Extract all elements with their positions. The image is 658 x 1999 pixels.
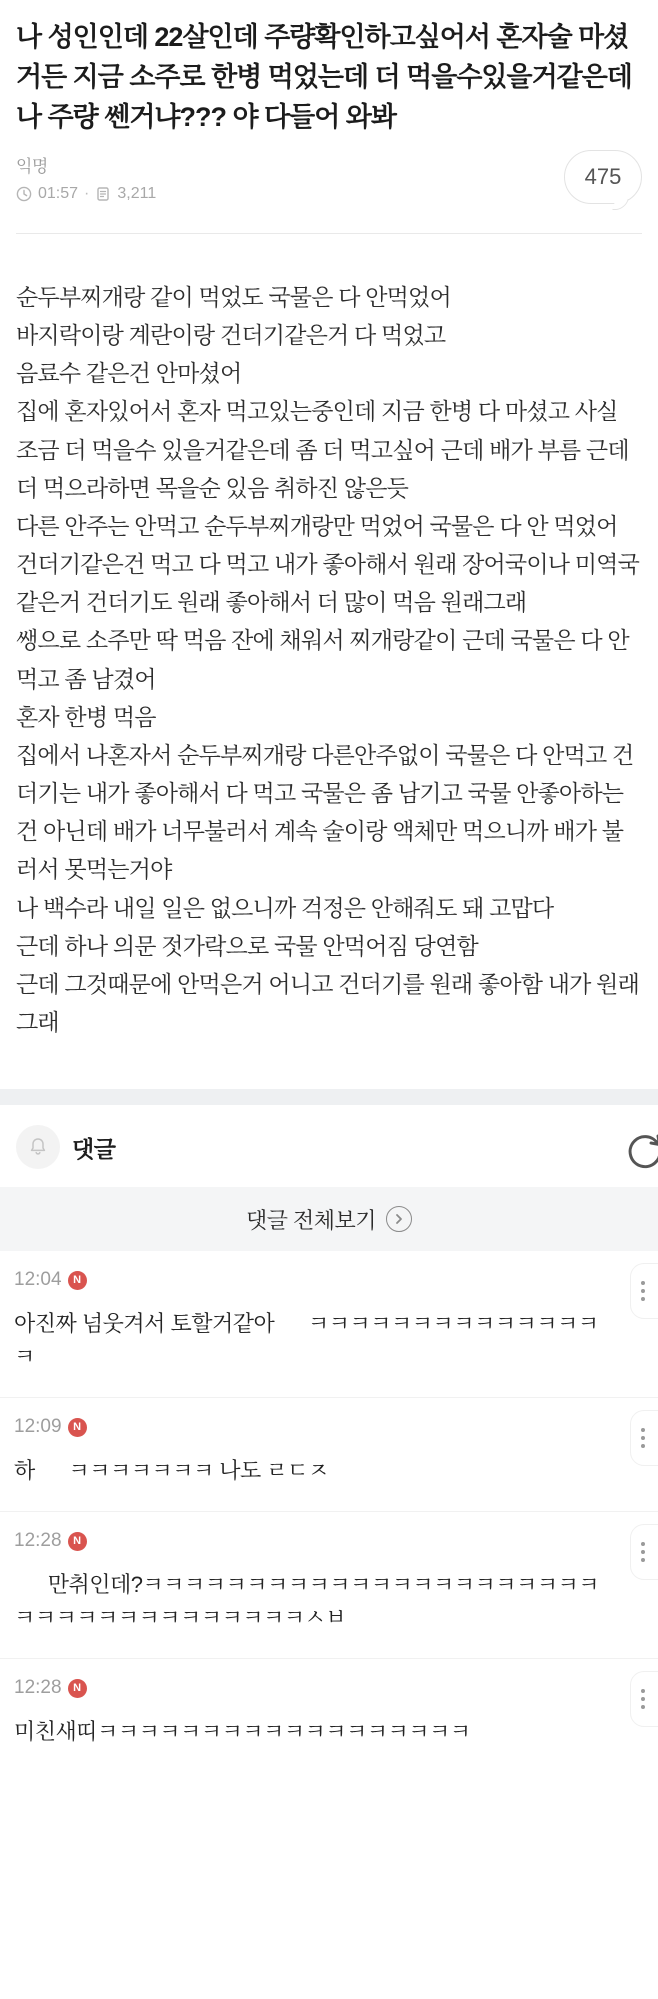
body-line: 집에서 나혼자서 순두부찌개랑 다른안주없이 국물은 다 안먹고 건더기는 내가 좋아해서 다 먹고 국물은 좀 남기고 국물 안좋아하는건 아닌데 배가 너무불러서 계속 술이랑 액체만 먹으니까 배가 불러서 못먹는거야 xyxy=(16,741,634,883)
kebab-icon xyxy=(641,1542,645,1562)
body-line: 바지락이랑 계란이랑 건더기같은거 다 먹었고 xyxy=(16,322,446,349)
comment-time: 12:04 xyxy=(14,1269,62,1291)
chevron-right-icon xyxy=(386,1206,412,1232)
body-line: 순두부찌개랑 같이 먹었도 국물은 다 안먹었어 xyxy=(16,283,451,310)
view-all-label: 댓글 전체보기 xyxy=(245,1207,377,1233)
comment-text: 아진짜 넘웃겨서 토할거같아 ㅋㅋㅋㅋㅋㅋㅋㅋㅋㅋㅋㅋㅋㅋㅋ xyxy=(14,1311,599,1370)
comments-header xyxy=(0,1105,658,1187)
comment-meta xyxy=(14,1530,610,1552)
new-badge-icon: N xyxy=(68,1679,87,1698)
comment-menu-button[interactable] xyxy=(630,1410,658,1466)
post-body xyxy=(0,234,658,1041)
post-header xyxy=(0,0,658,234)
body-line: 다른 안주는 안먹고 순두부찌개랑만 먹었어 국물은 다 안 먹었어 xyxy=(16,512,618,539)
comment-meta xyxy=(14,1269,610,1291)
body-line: 나 백수라 내일 일은 없으니까 걱정은 안해줘도 돼 고맙다 xyxy=(16,894,554,921)
body-line: 음료수 같은건 안마셨어 xyxy=(16,360,242,387)
body-line: 근데 하나 의문 젓가락으로 국물 안먹어짐 당연함 xyxy=(16,932,478,959)
comment-text: 하 ㅋㅋㅋㅋㅋㅋㅋ 나도 ㄹㄷㅈ xyxy=(14,1458,329,1484)
comment-item xyxy=(0,1512,658,1659)
body-line: 근데 그것때문에 안먹은거 어니고 건더기를 원래 좋아함 내가 원래그래 xyxy=(16,970,640,1036)
view-count: 3,211 xyxy=(117,184,157,202)
refresh-icon[interactable] xyxy=(622,1127,658,1178)
new-badge-icon: N xyxy=(68,1532,87,1551)
comment-menu-button[interactable] xyxy=(630,1263,658,1319)
body-line: 집에 혼자있어서 혼자 먹고있는중인데 지금 한병 다 마셨고 사실 조금 더 먹을수 있을거같은데 좀 더 먹고싶어 근데 배가 부름 근데 더 먹으라하면 목을순 있음 취하진 않은듯 xyxy=(16,398,629,501)
comment-text: 만취인데?ㅋㅋㅋㅋㅋㅋㅋㅋㅋㅋㅋㅋㅋㅋㅋㅋㅋㅋㅋㅋㅋㅋㅋㅋㅋㅋㅋㅋㅋㅋㅋㅋㅋㅋㅋㅋㅅㅂ xyxy=(14,1572,599,1631)
comments-title: 댓글 xyxy=(72,1135,116,1162)
kebab-icon xyxy=(641,1689,645,1709)
new-badge-icon: N xyxy=(68,1271,87,1290)
view-all-comments-button[interactable] xyxy=(0,1187,658,1251)
comment-item xyxy=(0,1659,658,1772)
body-line: 혼자 한병 먹음 xyxy=(16,703,156,730)
kebab-icon xyxy=(641,1428,645,1448)
comments-list xyxy=(0,1251,658,1772)
comment-text: 미친새띠ㅋㅋㅋㅋㅋㅋㅋㅋㅋㅋㅋㅋㅋㅋㅋㅋㅋㅋ xyxy=(14,1719,471,1745)
views-icon xyxy=(95,186,111,202)
body-line: 쌩으로 소주만 딱 먹음 잔에 채워서 찌개랑같이 근데 국물은 다 안먹고 좀 남겼어 xyxy=(16,627,629,692)
clock-icon xyxy=(16,186,32,202)
meta-separator-dot: · xyxy=(84,184,90,202)
comment-time: 12:28 xyxy=(14,1530,62,1552)
comment-meta xyxy=(14,1677,610,1699)
post-time: 01:57 xyxy=(38,184,79,202)
comment-time: 12:09 xyxy=(14,1416,62,1438)
author-name: 익명 xyxy=(16,156,48,176)
post-title: 나 성인인데 22살인데 주량확인하고싶어서 혼자술 마셨거든 지금 소주로 한병 먹었는데 더 먹을수있을거같은데 나 주량 쎈거냐??? 야 다들어 와봐 xyxy=(16,22,632,132)
comment-count-bubble[interactable] xyxy=(564,150,642,204)
comment-meta xyxy=(14,1416,610,1438)
kebab-icon xyxy=(641,1281,645,1301)
comment-count: 475 xyxy=(584,164,622,189)
comment-time: 12:28 xyxy=(14,1677,62,1699)
section-divider-band xyxy=(0,1089,658,1105)
post-meta-row xyxy=(16,185,642,203)
header-divider xyxy=(16,233,642,234)
new-badge-icon: N xyxy=(68,1418,87,1437)
bell-icon xyxy=(16,1125,60,1169)
post-meta xyxy=(16,152,642,203)
comment-menu-button[interactable] xyxy=(630,1671,658,1727)
comment-item xyxy=(0,1251,658,1398)
comment-menu-button[interactable] xyxy=(630,1524,658,1580)
body-line: 건더기같은건 먹고 다 먹고 내가 좋아해서 원래 장어국이나 미역국같은거 건더기도 원래 좋아해서 더 많이 먹음 원래그래 xyxy=(16,551,640,616)
comment-item xyxy=(0,1398,658,1512)
